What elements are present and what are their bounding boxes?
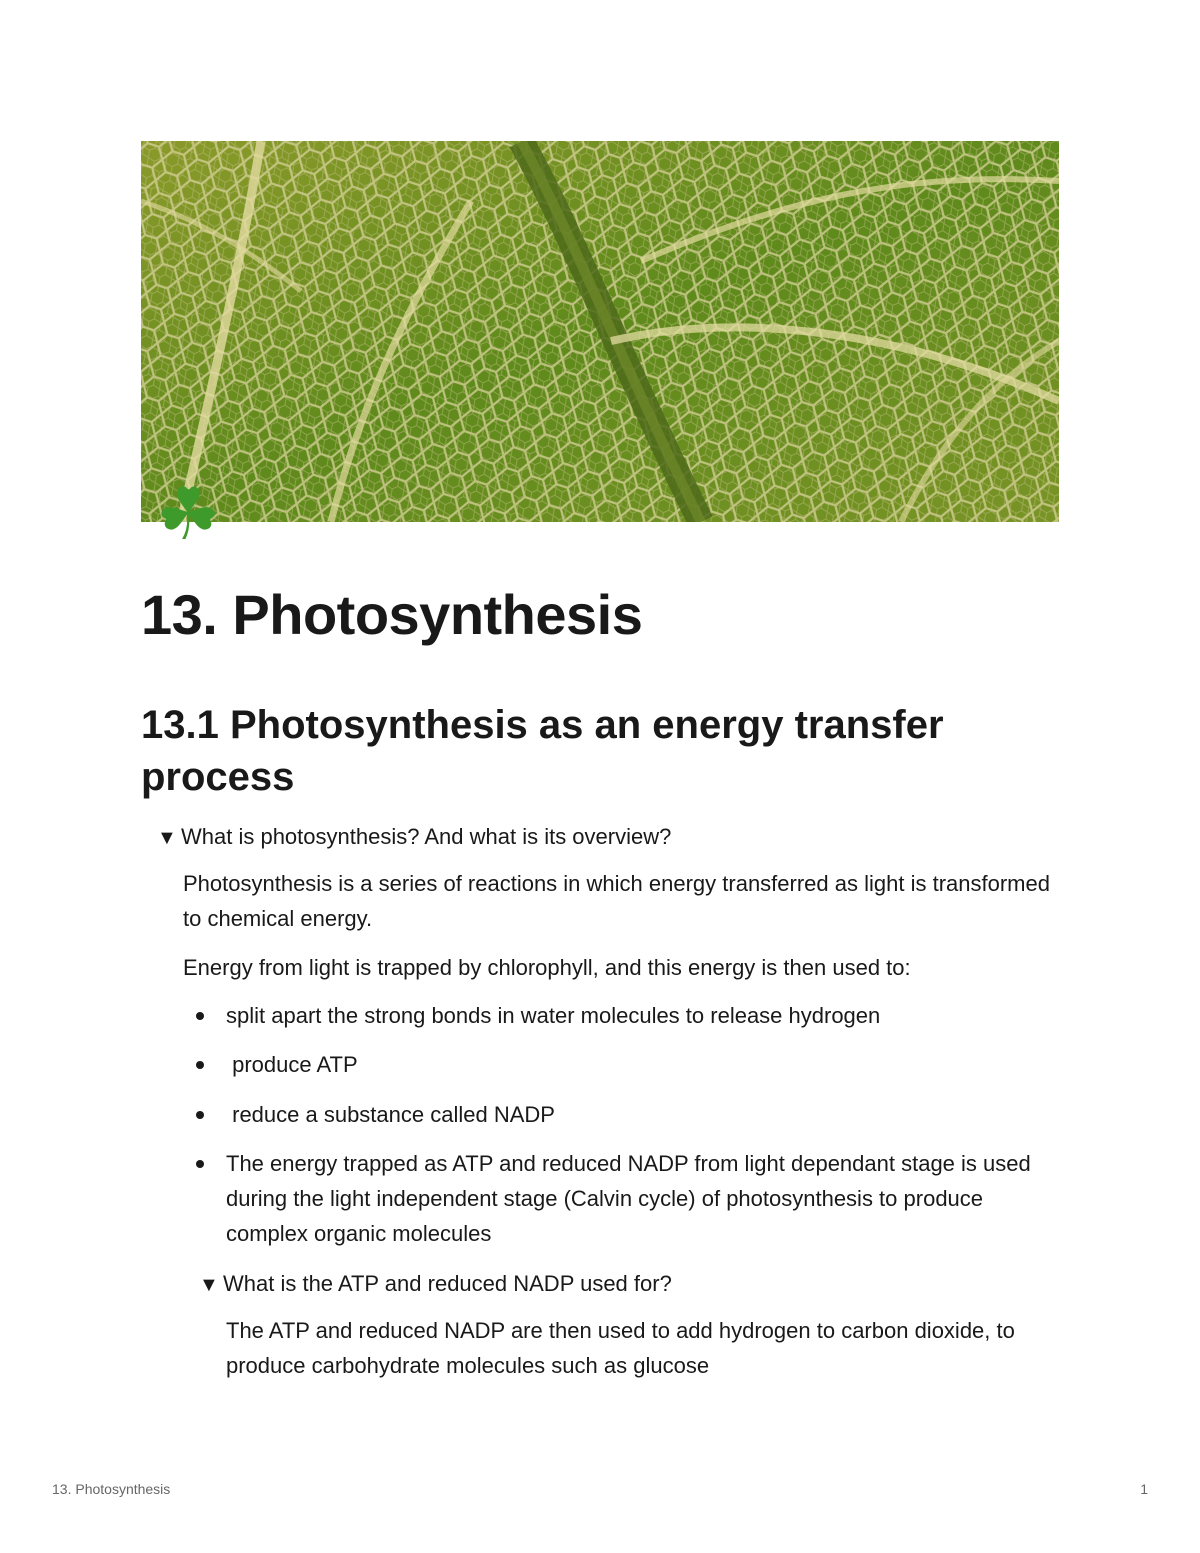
bullet-dot: [196, 1111, 204, 1119]
bullet-dot: [196, 1160, 204, 1168]
toggle-triangle-icon[interactable]: ▼: [199, 1274, 219, 1296]
section-heading: 13.1 Photosynthesis as an energy transfer process: [141, 703, 944, 799]
bullet-dot: [196, 1012, 204, 1020]
toggle-question: What is photosynthesis? And what is its overview?: [181, 824, 672, 849]
footer-title: 13. Photosynthesis: [52, 1481, 171, 1497]
footer-page-number: 1: [1140, 1481, 1148, 1497]
toggle-what-is-photosynthesis[interactable]: [157, 822, 671, 853]
bullet-dot: [196, 1061, 204, 1069]
paragraph-energy: Energy from light is trapped by chlorophyll, and this energy is then used to:: [183, 955, 911, 980]
page-title: 13. Photosynthesis: [141, 583, 643, 646]
leaf-texture: [141, 141, 1059, 522]
toggle-atp-nadp-use[interactable]: [199, 1269, 672, 1300]
cover-image: [141, 141, 1059, 522]
shamrock-icon[interactable]: ☘: [155, 475, 221, 555]
toggle-question: What is the ATP and reduced NADP used for?: [223, 1271, 672, 1296]
toggle-triangle-icon[interactable]: ▼: [157, 827, 177, 849]
paragraph-definition: Photosynthesis is a series of reactions in which energy transferred as light is transformed to chemical energy.: [183, 871, 1050, 931]
paragraph-answer: The ATP and reduced NADP are then used to add hydrogen to carbon dioxide, to produce carbohydrate molecules such as glucose: [226, 1318, 1015, 1378]
